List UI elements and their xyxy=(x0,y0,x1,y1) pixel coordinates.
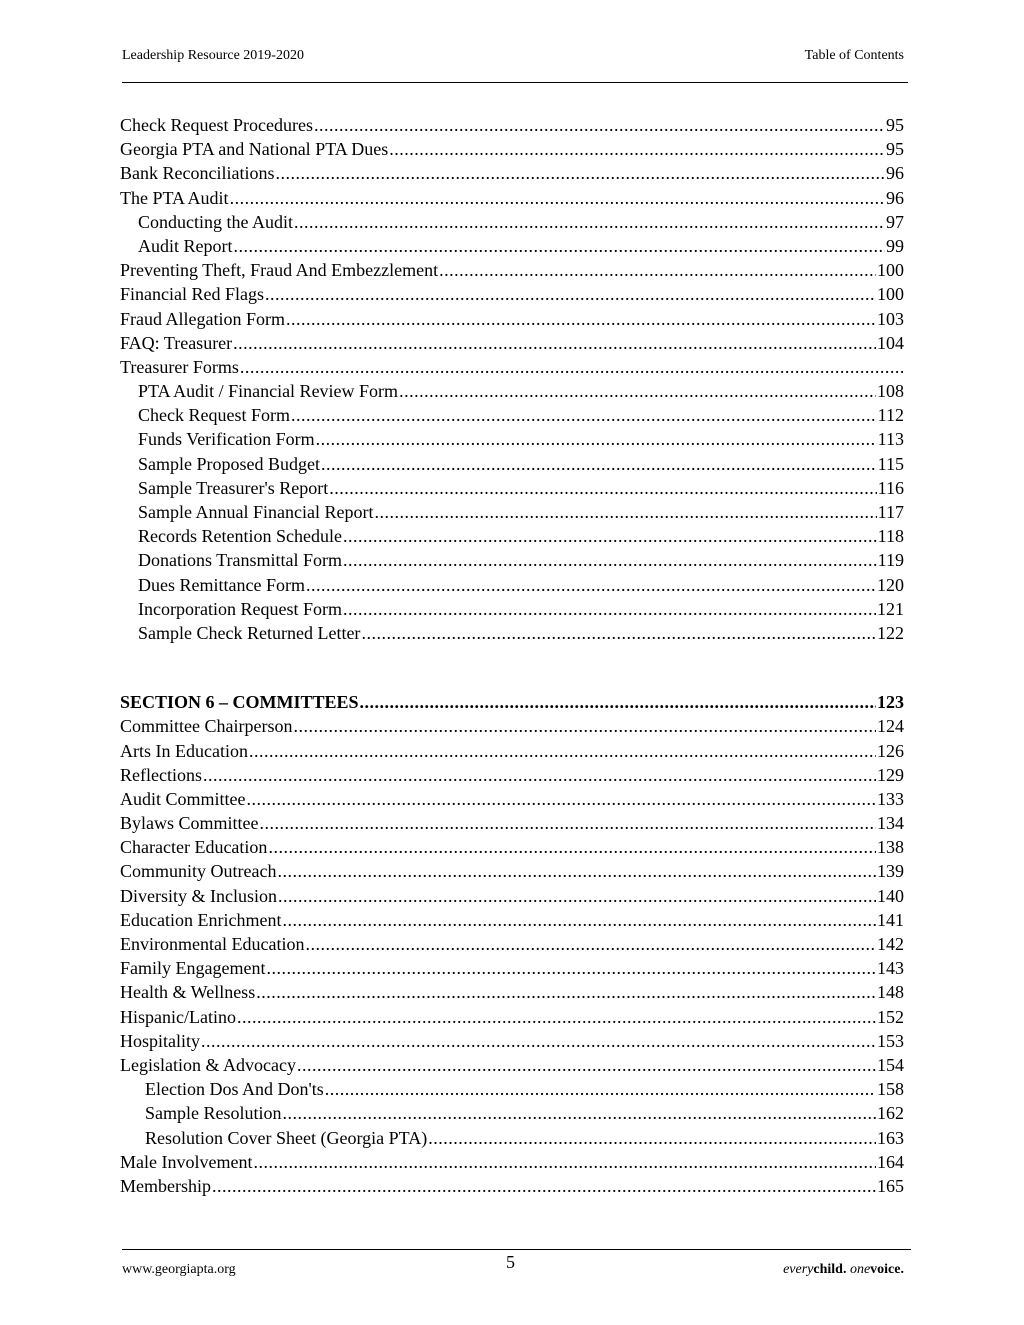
toc-entry[interactable] xyxy=(120,859,904,883)
toc-entry-page: 165 xyxy=(877,1175,904,1196)
toc-entry[interactable] xyxy=(120,500,904,524)
toc-entry[interactable] xyxy=(120,621,904,645)
toc-entry[interactable] xyxy=(120,186,904,210)
toc-entry[interactable] xyxy=(120,355,904,379)
toc-entry-page: 142 xyxy=(877,934,904,954)
toc-dot-leader xyxy=(293,714,876,738)
toc-dot-leader xyxy=(212,1174,876,1198)
toc-entry-title: Hispanic/Latino xyxy=(120,1006,236,1027)
toc-dot-leader xyxy=(286,307,876,331)
slogan-one: one xyxy=(849,1262,871,1277)
toc-entry-page: 162 xyxy=(877,1103,904,1124)
toc-entry-page: 116 xyxy=(877,477,904,498)
toc-entry-title: Incorporation Request Form xyxy=(138,598,342,619)
toc-entry-title: Audit Committee xyxy=(120,788,246,809)
toc-entry-page: 99 xyxy=(886,235,904,256)
toc-dot-leader xyxy=(266,956,876,980)
toc-entry-title: Records Retention Schedule xyxy=(138,526,342,547)
toc-dot-leader xyxy=(361,621,876,645)
toc-dot-leader xyxy=(237,1005,876,1029)
toc-entry-title: Sample Resolution xyxy=(145,1103,282,1124)
toc-entry-page: 113 xyxy=(877,429,904,450)
toc-entry-title: FAQ: Treasurer xyxy=(120,332,233,353)
toc-entry[interactable] xyxy=(120,980,904,1004)
toc-group-committees xyxy=(120,690,904,1198)
toc-entry[interactable] xyxy=(120,524,904,548)
toc-entry-title: Sample Treasurer's Report xyxy=(138,477,329,498)
toc-entry-page: 95 xyxy=(886,139,904,160)
toc-dot-leader xyxy=(428,1126,876,1150)
toc-entry-title: Audit Report xyxy=(138,235,233,256)
toc-entry-page: 163 xyxy=(877,1127,904,1148)
toc-entry-page: 129 xyxy=(877,764,904,785)
toc-dot-leader xyxy=(389,137,885,161)
toc-entry-page: 140 xyxy=(877,885,904,906)
toc-entry-title: Funds Verification Form xyxy=(138,429,315,450)
toc-entry-page: 97 xyxy=(886,211,904,232)
footer-website[interactable]: www.georgiapta.org xyxy=(122,1262,236,1277)
toc-entry-page: 164 xyxy=(877,1151,904,1172)
header-divider xyxy=(122,82,908,83)
section-gap xyxy=(120,645,904,690)
toc-dot-leader xyxy=(253,1150,876,1174)
toc-entry[interactable] xyxy=(120,956,904,980)
toc-entry-title: Financial Red Flags xyxy=(120,284,264,305)
toc-entry-page: 120 xyxy=(877,574,904,595)
toc-entry-title: Treasurer Forms xyxy=(120,356,239,377)
toc-entry-title: Character Education xyxy=(120,837,268,858)
toc-entry-title: Sample Annual Financial Report xyxy=(138,502,374,522)
toc-entry-page: 117 xyxy=(877,502,904,522)
header-section: Table of Contents xyxy=(804,48,904,63)
toc-dot-leader xyxy=(306,573,876,597)
toc-dot-leader xyxy=(283,1101,877,1125)
toc-entry-page: 152 xyxy=(877,1006,904,1027)
toc-dot-leader xyxy=(360,690,876,714)
toc-entry-page: 122 xyxy=(877,622,904,643)
toc-entry-page: 154 xyxy=(877,1054,904,1075)
toc-entry-page: 134 xyxy=(877,813,904,834)
toc-entry[interactable] xyxy=(120,884,904,908)
page-header xyxy=(122,48,904,64)
toc-entry-page: 103 xyxy=(877,308,904,329)
toc-entry-title: Dues Remittance Form xyxy=(138,574,305,595)
toc-dot-leader xyxy=(249,739,876,763)
toc-dot-leader xyxy=(265,282,876,306)
toc-dot-leader xyxy=(316,427,877,451)
toc-entry-page: 158 xyxy=(877,1079,904,1100)
toc-entry-page: 112 xyxy=(877,405,904,426)
toc-entry-title: Resolution Cover Sheet (Georgia PTA) xyxy=(145,1127,428,1148)
toc-entry[interactable] xyxy=(120,258,904,282)
toc-entry[interactable] xyxy=(120,714,904,738)
toc-entry-title: Sample Check Returned Letter xyxy=(138,622,361,643)
toc-dot-leader xyxy=(297,1053,876,1077)
toc-entry-page: 141 xyxy=(877,909,904,930)
toc-entry-title: Check Request Procedures xyxy=(120,115,313,135)
toc-entry-title: Bylaws Committee xyxy=(120,813,259,834)
header-title: Leadership Resource 2019-2020 xyxy=(122,48,304,63)
toc-dot-leader xyxy=(203,763,876,787)
toc-dot-leader xyxy=(343,548,877,572)
toc-dot-leader xyxy=(314,113,885,137)
toc-dot-leader xyxy=(278,884,876,908)
slogan-every: every xyxy=(783,1262,814,1277)
toc-entry-title: SECTION 6 – COMMITTEES xyxy=(120,692,359,713)
toc-entry-title: Election Dos And Don'ts xyxy=(145,1079,324,1100)
toc-dot-leader xyxy=(240,355,903,379)
toc-entry-title: Georgia PTA and National PTA Dues xyxy=(120,139,389,160)
toc-dot-leader xyxy=(439,258,876,282)
toc-entry[interactable] xyxy=(120,1174,904,1198)
toc-entry-title: Male Involvement xyxy=(120,1151,253,1172)
toc-entry[interactable] xyxy=(120,597,904,621)
toc-entry[interactable] xyxy=(120,1150,904,1174)
toc-entry-page: 124 xyxy=(877,716,904,737)
toc-entry[interactable] xyxy=(120,835,904,859)
toc-entry-title: Donations Transmittal Form xyxy=(138,550,343,571)
toc-entry-title: Membership xyxy=(120,1175,211,1196)
toc-dot-leader xyxy=(260,811,877,835)
toc-entry[interactable] xyxy=(120,282,904,306)
page-number: 5 xyxy=(506,1252,515,1272)
footer-slogan xyxy=(783,1262,904,1278)
footer-divider xyxy=(122,1249,911,1250)
toc-entry-title: PTA Audit / Financial Review Form xyxy=(138,381,399,402)
toc-entry-page: 126 xyxy=(877,740,904,761)
toc-entry-title: Diversity & Inclusion xyxy=(120,885,277,906)
toc-entry-title: The PTA Audit xyxy=(120,187,229,208)
slogan-voice: voice. xyxy=(870,1262,904,1277)
toc-entry-page: 138 xyxy=(877,837,904,858)
toc-dot-leader xyxy=(234,234,886,258)
toc-entry[interactable] xyxy=(120,137,904,161)
toc-dot-leader xyxy=(282,908,876,932)
toc-entry[interactable] xyxy=(120,811,904,835)
toc-entry[interactable] xyxy=(120,113,904,137)
toc-entry[interactable] xyxy=(120,427,904,451)
toc-entry[interactable] xyxy=(120,331,904,355)
toc-entry[interactable] xyxy=(120,908,904,932)
toc-entry-title: Legislation & Advocacy xyxy=(120,1054,296,1075)
toc-entry[interactable] xyxy=(120,548,904,572)
toc-entry[interactable] xyxy=(120,210,904,234)
toc-entry[interactable] xyxy=(120,234,904,258)
toc-dot-leader xyxy=(230,186,885,210)
toc-entry-title: Conducting the Audit xyxy=(138,211,293,232)
toc-entry[interactable] xyxy=(120,379,904,403)
toc-entry-title: Sample Proposed Budget xyxy=(138,453,320,474)
toc-dot-leader xyxy=(329,476,876,500)
toc-entry-page: 119 xyxy=(877,550,904,571)
toc-entry-page: 143 xyxy=(877,958,904,979)
toc-entry[interactable] xyxy=(120,690,904,714)
toc-entry[interactable] xyxy=(120,787,904,811)
toc-dot-leader xyxy=(275,161,885,185)
toc-dot-leader xyxy=(256,980,876,1004)
toc-entry[interactable] xyxy=(120,403,904,427)
toc-entry-title: Committee Chairperson xyxy=(120,716,293,737)
toc-entry[interactable] xyxy=(120,1077,904,1101)
table-of-contents xyxy=(120,113,904,1198)
toc-entry-title: Preventing Theft, Fraud And Embezzlement xyxy=(120,260,439,281)
toc-entry-page: 153 xyxy=(877,1030,904,1051)
toc-dot-leader xyxy=(291,403,877,427)
toc-entry-page: 123 xyxy=(877,692,904,713)
toc-entry[interactable] xyxy=(120,573,904,597)
toc-entry-page: 118 xyxy=(877,526,904,547)
toc-entry-page: 139 xyxy=(877,861,904,882)
toc-entry[interactable] xyxy=(120,161,904,185)
toc-dot-leader xyxy=(247,787,877,811)
toc-entry-page: 115 xyxy=(877,453,904,474)
toc-entry-title: Check Request Form xyxy=(138,405,290,426)
toc-entry-page: 104 xyxy=(877,332,904,353)
toc-entry[interactable] xyxy=(120,452,904,476)
toc-entry-page: 121 xyxy=(877,598,904,619)
toc-entry-title: Bank Reconciliations xyxy=(120,163,275,184)
toc-dot-leader xyxy=(399,379,876,403)
toc-dot-leader xyxy=(325,1077,876,1101)
toc-dot-leader xyxy=(374,500,876,524)
toc-entry-title: Health & Wellness xyxy=(120,982,256,1003)
toc-entry-page: 133 xyxy=(877,788,904,809)
toc-entry-title: Environmental Education xyxy=(120,934,305,954)
toc-dot-leader xyxy=(343,597,876,621)
toc-dot-leader xyxy=(305,932,876,956)
toc-entry[interactable] xyxy=(120,739,904,763)
toc-group-treasurer xyxy=(120,113,904,645)
toc-entry-title: Family Engagement xyxy=(120,958,266,979)
toc-entry-page: 96 xyxy=(886,163,904,184)
toc-dot-leader xyxy=(233,331,876,355)
toc-entry[interactable] xyxy=(120,1053,904,1077)
toc-entry-title: Fraud Allegation Form xyxy=(120,308,285,329)
toc-dot-leader xyxy=(268,835,876,859)
toc-entry-title: Arts In Education xyxy=(120,740,248,761)
toc-entry[interactable] xyxy=(120,307,904,331)
toc-entry[interactable] xyxy=(120,1005,904,1029)
toc-entry[interactable] xyxy=(120,1126,904,1150)
toc-entry-page: 96 xyxy=(886,187,904,208)
toc-entry-page: 95 xyxy=(886,115,904,135)
toc-entry-page: 100 xyxy=(877,284,904,305)
toc-entry-page: 148 xyxy=(877,982,904,1003)
toc-entry-page: 108 xyxy=(877,381,904,402)
toc-dot-leader xyxy=(343,524,877,548)
toc-entry[interactable] xyxy=(120,476,904,500)
toc-entry-title: Reflections xyxy=(120,764,202,785)
toc-entry[interactable] xyxy=(120,1029,904,1053)
slogan-child: child. xyxy=(813,1262,847,1277)
toc-entry[interactable] xyxy=(120,932,904,956)
toc-dot-leader xyxy=(201,1029,876,1053)
toc-dot-leader xyxy=(294,210,885,234)
toc-entry-title: Education Enrichment xyxy=(120,909,282,930)
toc-entry[interactable] xyxy=(120,763,904,787)
toc-entry-title: Community Outreach xyxy=(120,861,277,882)
toc-dot-leader xyxy=(277,859,876,883)
toc-dot-leader xyxy=(321,452,877,476)
toc-entry[interactable] xyxy=(120,1101,904,1125)
toc-entry-title: Hospitality xyxy=(120,1030,200,1051)
toc-entry-page: 100 xyxy=(877,260,904,281)
